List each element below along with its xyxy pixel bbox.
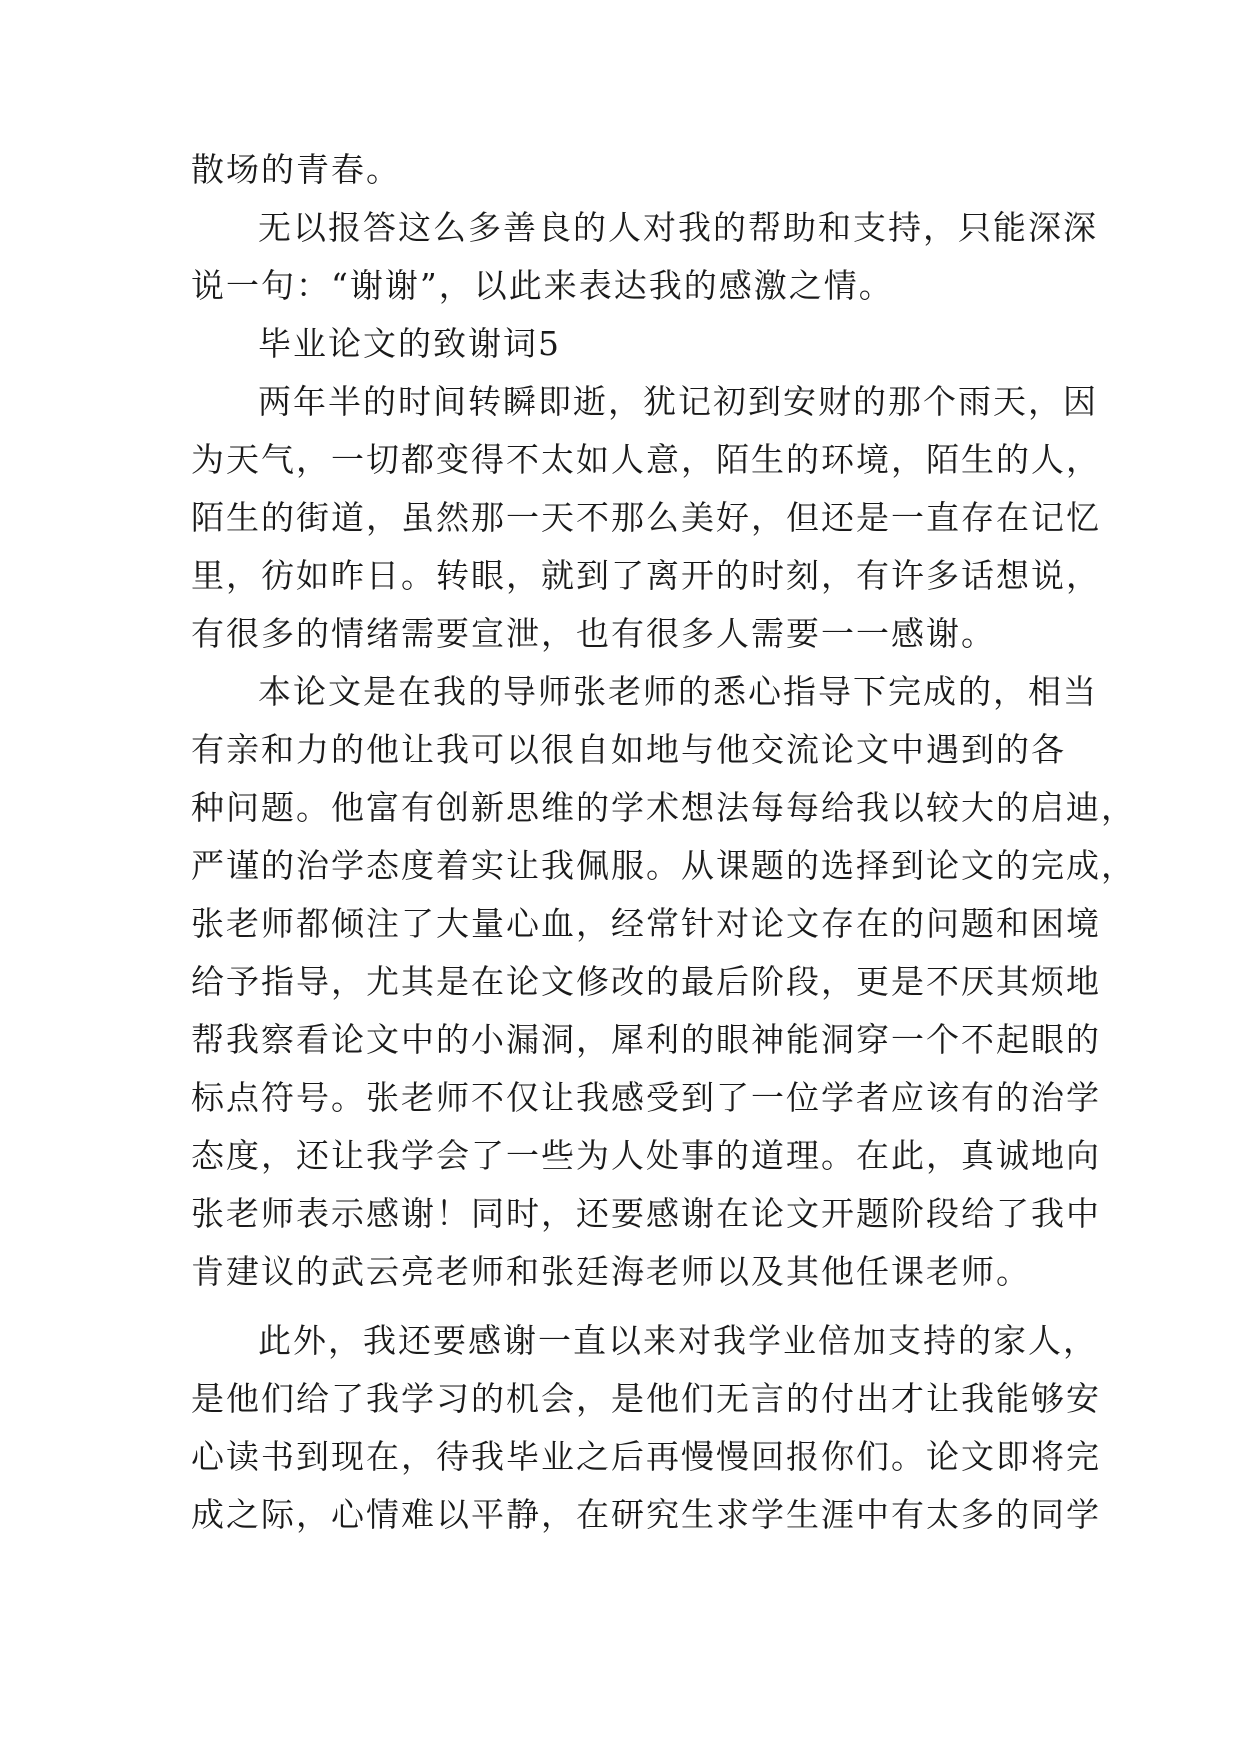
paragraph-line: 两年半的时间转瞬即逝，犹记初到安财的那个雨天，因 — [258, 382, 1098, 421]
paragraph-line: 成之际，心情难以平静，在研究生求学生涯中有太多的同学 — [191, 1495, 1101, 1534]
paragraph-line: 给予指导，尤其是在论文修改的最后阶段，更是不厌其烦地 — [191, 962, 1101, 1001]
paragraph-line: 散场的青春。 — [191, 150, 401, 189]
paragraph-line: 里，彷如昨日。转眼，就到了离开的时刻，有许多话想说， — [191, 556, 1101, 595]
paragraph-line: 标点符号。张老师不仅让我感受到了一位学者应该有的治学 — [191, 1078, 1101, 1117]
paragraph-line: 陌生的街道，虽然那一天不那么美好，但还是一直存在记忆 — [191, 498, 1101, 537]
paragraph-line: 有亲和力的他让我可以很自如地与他交流论文中遇到的各 — [191, 730, 1066, 769]
paragraph-line: 此外，我还要感谢一直以来对我学业倍加支持的家人， — [258, 1321, 1098, 1360]
paragraph-line: 说一句：“谢谢”，以此来表达我的感激之情。 — [191, 266, 894, 305]
paragraph-line: 张老师表示感谢！同时，还要感谢在论文开题阶段给了我中 — [191, 1194, 1101, 1233]
paragraph-line: 张老师都倾注了大量心血，经常针对论文存在的问题和困境 — [191, 904, 1101, 943]
paragraph-line: 种问题。他富有创新思维的学术想法每每给我以较大的启迪， — [191, 788, 1136, 827]
paragraph-line: 肯建议的武云亮老师和张廷海老师以及其他任课老师。 — [191, 1252, 1031, 1291]
paragraph-line: 是他们给了我学习的机会，是他们无言的付出才让我能够安 — [191, 1379, 1101, 1418]
paragraph-line: 态度，还让我学会了一些为人处事的道理。在此，真诚地向 — [191, 1136, 1101, 1175]
paragraph-line: 无以报答这么多善良的人对我的帮助和支持，只能深深 — [258, 208, 1098, 247]
paragraph-line: 本论文是在我的导师张老师的悉心指导下完成的，相当 — [258, 672, 1098, 711]
section-heading: 毕业论文的致谢词5 — [258, 324, 561, 363]
paragraph-line: 严谨的治学态度着实让我佩服。从课题的选择到论文的完成， — [191, 846, 1136, 885]
paragraph-line: 心读书到现在，待我毕业之后再慢慢回报你们。论文即将完 — [191, 1437, 1101, 1476]
paragraph-line: 帮我察看论文中的小漏洞，犀利的眼神能洞穿一个不起眼的 — [191, 1020, 1101, 1059]
paragraph-line: 有很多的情绪需要宣泄，也有很多人需要一一感谢。 — [191, 614, 996, 653]
paragraph-line: 为天气，一切都变得不太如人意，陌生的环境，陌生的人， — [191, 440, 1101, 479]
